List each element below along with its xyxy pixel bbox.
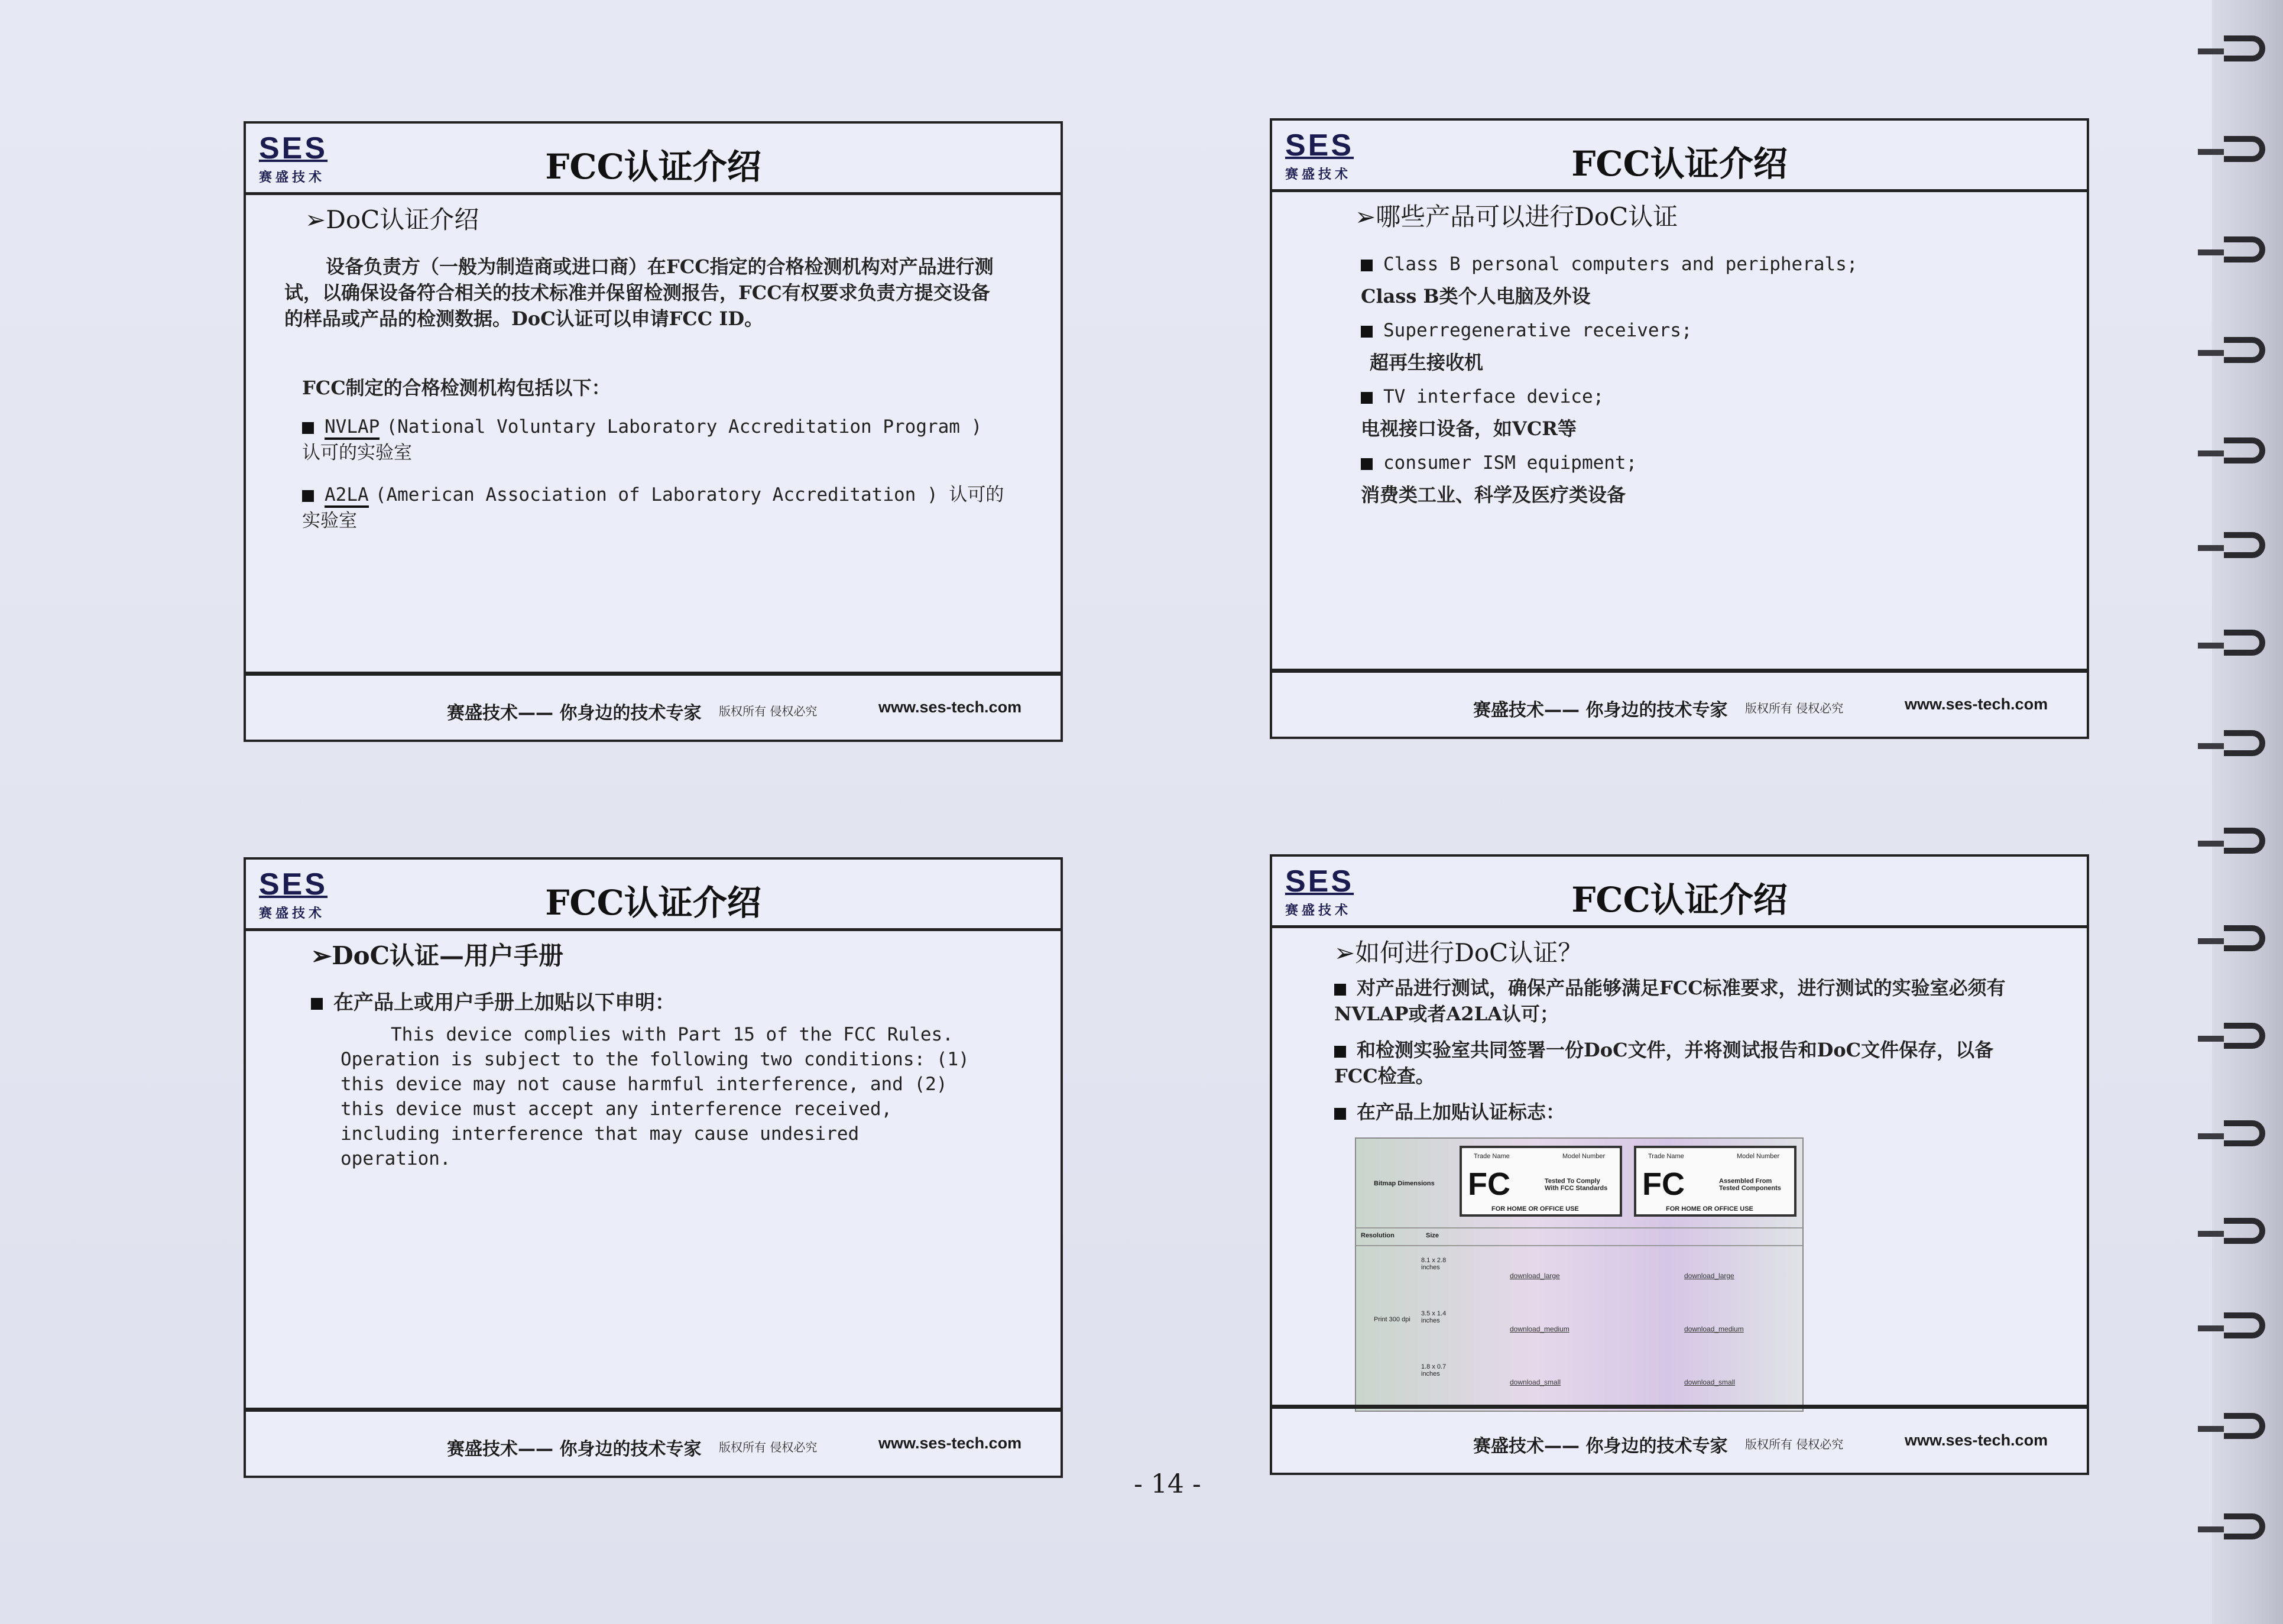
page-number: - 14 -: [1134, 1469, 1201, 1499]
slide-content: [1272, 197, 2087, 669]
binding-ring: [2224, 828, 2265, 854]
footer-rights: 版权所有 侵权必究: [1745, 1437, 1844, 1451]
footer-brand: 赛盛技术—— 你身边的技术专家: [1473, 700, 1728, 721]
download-link[interactable]: download_large: [1510, 1272, 1560, 1280]
fcc-statement-line: including interference that may cause undesired: [340, 1123, 860, 1145]
slide-header: [246, 860, 1061, 931]
slide-header: [1272, 857, 2087, 928]
logo-mark: SES: [1285, 864, 1354, 899]
footer-url: www.ses-tech.com: [1905, 695, 2048, 713]
lab-intro-text: FCC制定的合格检测机构包括以下：: [302, 377, 611, 399]
download-link[interactable]: download_small: [1684, 1378, 1736, 1386]
footer-rights: 版权所有 侵权必究: [719, 1440, 818, 1454]
slide-footer: [246, 672, 1061, 740]
footer-url: www.ses-tech.com: [1905, 1431, 2048, 1449]
slide-footer: [246, 1408, 1061, 1476]
footer-rights: 版权所有 侵权必究: [1745, 701, 1844, 715]
table-divider: [1356, 1245, 1802, 1246]
binding-ring: [2224, 630, 2265, 656]
resolution-label: Resolution: [1361, 1232, 1395, 1239]
binding-ring: [2224, 1218, 2265, 1244]
product-zh: Class B类个人电脑及外设: [1361, 285, 1591, 307]
fcc-statement-line: this device must accept any interference received,: [340, 1098, 893, 1120]
binding-ring: [2224, 730, 2265, 756]
section-heading: ➢哪些产品可以进行DoC认证: [1355, 202, 1678, 231]
download-link[interactable]: download_medium: [1684, 1325, 1744, 1333]
slide-footer: [1272, 669, 2087, 737]
how-to-bullet-2: [1334, 1037, 2032, 1089]
how-to-text: 在产品上加贴认证标志：: [1357, 1101, 1565, 1123]
product-zh: 消费类工业、科学及医疗类设备: [1361, 484, 1626, 506]
bitmap-label: Bitmap Dimensions: [1374, 1180, 1435, 1187]
lab-description: (American Association of Laboratory Accreditation ) 认可的实验室: [302, 484, 1004, 531]
logo-mark: SES: [259, 131, 328, 166]
bullet-icon: [1361, 260, 1373, 271]
statement-intro: 在产品上或用户手册上加贴以下申明：: [333, 991, 675, 1014]
binding-ring: [2224, 1413, 2265, 1439]
table-divider: [1356, 1227, 1802, 1228]
lab-abbr: NVLAP: [325, 416, 380, 440]
product-item-3: [1361, 383, 1604, 409]
section-heading: ➢DoC认证—用户手册: [311, 941, 564, 970]
slide-title: FCC认证介绍: [1571, 880, 1788, 920]
footer-brand: 赛盛技术—— 你身边的技术专家: [1473, 1436, 1728, 1457]
product-en: consumer ISM equipment;: [1383, 452, 1637, 474]
lab-abbr: A2LA: [325, 484, 369, 508]
binding-ring: [2224, 35, 2265, 61]
bullet-icon: [302, 490, 314, 502]
fcc-label-image: [1355, 1137, 1804, 1412]
size-value: 1.8 x 0.7 inches: [1421, 1363, 1447, 1377]
fcc-statement-line: This device complies with Part 15 of the FCC Rules.: [391, 1024, 954, 1045]
fcc-label-tested: [1460, 1146, 1622, 1217]
logo-subtitle: 赛盛技术: [1285, 903, 1352, 918]
slide-title: FCC认证介绍: [1571, 144, 1788, 184]
section-heading: ➢如何进行DoC认证？: [1334, 938, 1583, 967]
binding-ring: [2224, 1513, 2265, 1539]
logo-mark: SES: [1285, 128, 1354, 163]
fcc-statement-line: this device may not cause harmful interference, and (2): [340, 1074, 948, 1095]
print-label: Print 300 dpi: [1374, 1316, 1410, 1323]
slide-header: [1272, 121, 2087, 192]
logo-subtitle: 赛盛技术: [1285, 167, 1352, 182]
product-item-1: [1361, 251, 1858, 277]
product-en: TV interface device;: [1383, 386, 1604, 407]
download-link[interactable]: download_medium: [1510, 1325, 1569, 1333]
how-to-bullet-1: [1334, 975, 2032, 1027]
bullet-icon: [1334, 1046, 1346, 1058]
footer-url: www.ses-tech.com: [878, 1434, 1022, 1452]
bullet-icon: [1361, 458, 1373, 470]
bullet-icon: [1361, 326, 1373, 338]
binding-ring: [2224, 337, 2265, 363]
logo-mark: SES: [259, 867, 328, 902]
fcc-logo-icon: FC: [1642, 1166, 1685, 1202]
logo-subtitle: 赛盛技术: [259, 170, 326, 185]
size-value: 3.5 x 1.4 inches: [1421, 1310, 1447, 1324]
product-zh: 超再生接收机: [1370, 351, 1484, 374]
binding-ring: [2224, 532, 2265, 558]
fcc-statement-line: Operation is subject to the following two conditions: (1): [340, 1049, 969, 1070]
slide-doc-how-to: [1270, 854, 2089, 1475]
intro-paragraph: 设备负责方（一般为制造商或进口商）在FCC指定的合格检测机构对产品进行测试，以确保设备符合相关的技术标准并保留检测报告，FCC有权要求负责方提交设备的样品或产品的检测数据。DoC认证可以申请FCC ID。: [284, 255, 994, 330]
bullet-icon: [1334, 984, 1346, 996]
footer-rights: 版权所有 侵权必究: [719, 704, 818, 718]
product-item-4: [1361, 449, 1637, 475]
fcc-label-assembled: [1634, 1146, 1796, 1217]
section-heading: ➢DoC认证介绍: [305, 205, 479, 234]
product-en: Superregenerative receivers;: [1383, 320, 1692, 341]
footer-brand: 赛盛技术—— 你身边的技术专家: [447, 1439, 702, 1460]
product-zh: 电视接口设备，如VCR等: [1361, 417, 1577, 440]
slide-title: FCC认证介绍: [545, 883, 761, 923]
bullet-icon: [1334, 1108, 1346, 1120]
bullet-icon: [311, 998, 323, 1010]
size-label: Size: [1426, 1232, 1439, 1239]
binding-ring: [2224, 437, 2265, 463]
label-text: Assembled From Tested Components: [1719, 1178, 1781, 1192]
trade-name: Trade Name: [1648, 1153, 1684, 1160]
bullet-icon: [1361, 392, 1373, 404]
model-number: Model Number: [1562, 1153, 1606, 1160]
trade-name: Trade Name: [1474, 1153, 1510, 1160]
label-footer: FOR HOME OR OFFICE USE: [1666, 1205, 1753, 1213]
slide-header: [246, 124, 1061, 195]
slide-content: [246, 936, 1061, 1408]
how-to-bullet-3: [1334, 1099, 1565, 1125]
slide-footer: [1272, 1405, 2087, 1473]
size-value: 8.1 x 2.8 inches: [1421, 1257, 1447, 1271]
slide-content: [246, 200, 1061, 672]
binding-ring: [2224, 136, 2265, 162]
product-item-2: [1361, 317, 1692, 343]
footer-brand: 赛盛技术—— 你身边的技术专家: [447, 703, 702, 724]
binding-ring: [2224, 1312, 2265, 1338]
binding-ring: [2224, 1120, 2265, 1146]
slide-doc-user-manual: [244, 857, 1063, 1478]
how-to-text: 和检测实验室共同签署一份DoC文件，并将测试报告和DoC文件保存，以备FCC检查。: [1334, 1039, 1994, 1087]
product-en: Class B personal computers and peripherals;: [1383, 254, 1858, 275]
bullet-icon: [302, 422, 314, 434]
logo-subtitle: 赛盛技术: [259, 906, 326, 921]
fcc-logo-icon: FC: [1468, 1166, 1510, 1202]
download-link[interactable]: download_large: [1684, 1272, 1734, 1280]
slide-doc-products: [1270, 118, 2089, 739]
binding-ring: [2224, 236, 2265, 262]
download-link[interactable]: download_small: [1510, 1378, 1561, 1386]
label-footer: FOR HOME OR OFFICE USE: [1491, 1205, 1579, 1213]
slide-title: FCC认证介绍: [545, 147, 761, 187]
slide-doc-intro: [244, 121, 1063, 742]
footer-url: www.ses-tech.com: [878, 698, 1022, 716]
binding-ring: [2224, 925, 2265, 951]
lab-item-nvlap: [302, 413, 994, 465]
lab-description: (National Voluntary Laboratory Accreditation Program ) 认可的实验室: [302, 416, 982, 463]
label-text: Tested To Comply With FCC Standards: [1545, 1178, 1608, 1192]
how-to-text: 对产品进行测试，确保产品能够满足FCC标准要求，进行测试的实验室必须有NVLAP或者A2LA认可；: [1334, 977, 2006, 1025]
statement-bullet: [311, 990, 675, 1016]
lab-item-a2la: [302, 481, 1017, 533]
spiral-binding: [2212, 0, 2283, 1624]
binding-ring: [2224, 1023, 2265, 1049]
fcc-statement-line: operation.: [340, 1148, 451, 1169]
model-number: Model Number: [1737, 1153, 1780, 1160]
